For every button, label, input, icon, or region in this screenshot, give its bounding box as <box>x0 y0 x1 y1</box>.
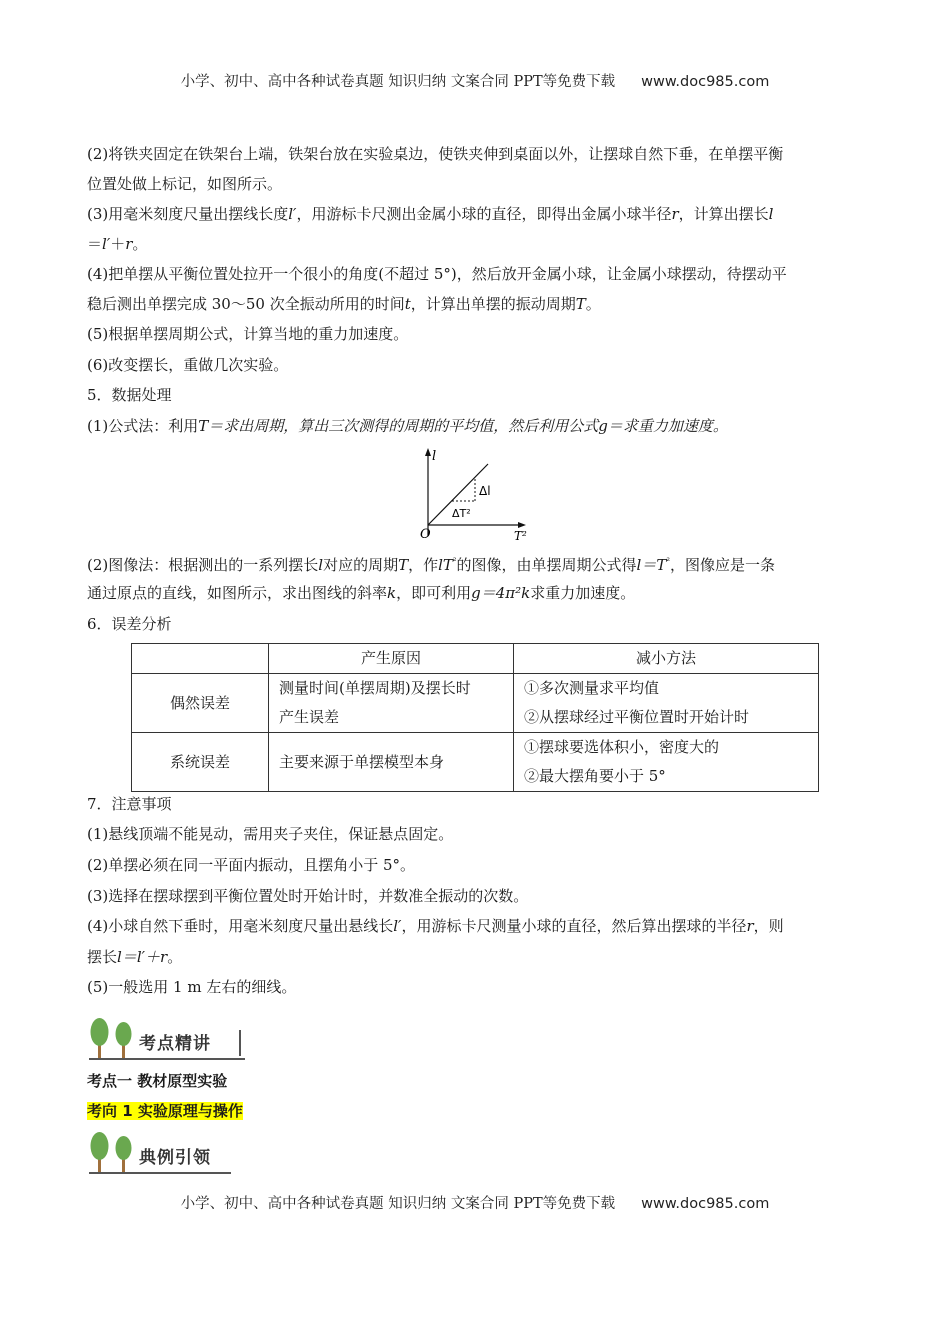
kaodian-1: 考点一 教材原型实验 <box>87 1072 228 1090</box>
note-4-line-1 <box>87 911 867 941</box>
text: ，则 <box>753 917 784 935</box>
page-header <box>0 70 950 91</box>
kaoxiang-1 <box>87 1096 867 1126</box>
step-3-line-1 <box>87 199 867 229</box>
text: ＋ <box>110 235 126 253</box>
step-5: (5)根据单摆周期公式，计算当地的重力加速度。 <box>87 325 409 343</box>
header-text: 小学、初中、高中各种试卷真题 知识归纳 文案合同 PPT等免费下载 <box>180 74 616 90</box>
tree-icon <box>89 1016 139 1060</box>
y-label: l <box>432 449 437 464</box>
text: ，用游标卡尺测出金属小球的直径，即得出金属小球半径 <box>296 205 672 223</box>
step-6: (6)改变摆长，重做几次实验。 <box>87 356 289 374</box>
table-cell: 系统误差 <box>132 733 269 792</box>
text: 稳后测出单摆完成 30～50 次全振动所用的时间 <box>87 295 405 313</box>
step-4-line-1: (4)把单摆从平衡位置处拉开一个很小的角度(不超过 5°)，然后放开金属小球，让金属小球摆动，待摆动平 <box>87 265 787 283</box>
text: ，计算出单摆的振动周期 <box>410 295 576 313</box>
text: ＝ <box>87 235 103 253</box>
banner-dianli-yinling <box>89 1130 239 1174</box>
delta-l-label: Δl <box>479 484 491 498</box>
text: ，图像应是一条 <box>669 556 775 574</box>
origin-label: O <box>420 527 431 542</box>
sup: ² <box>666 557 670 567</box>
text-italic: T＝求出周期，算出三次测得的周期的平均值，然后利用公式g＝求重力加速度。 <box>198 417 728 435</box>
var: r <box>671 205 679 223</box>
table-row <box>132 674 819 733</box>
x-axis-arrow-icon <box>518 522 526 528</box>
note-4-line-2 <box>87 942 867 972</box>
banner-title: 典例引领 <box>139 1148 211 1168</box>
table-cell <box>514 733 819 792</box>
table-header-cell: 减小方法 <box>514 644 819 674</box>
cell-line: ①摆球要选体积小，密度大的 <box>524 738 720 756</box>
tree-icon <box>89 1130 139 1174</box>
step-4-line-2 <box>87 289 867 319</box>
delta-t2-label: ΔT² <box>452 507 471 520</box>
table-cell: 偶然误差 <box>132 674 269 733</box>
text: ，计算出摆长 <box>678 205 769 223</box>
table-header-row <box>132 644 819 674</box>
text: ，即可利用 <box>396 584 472 602</box>
note-5: (5)一般选用 1 m 左右的细线。 <box>87 978 297 996</box>
var: r <box>746 917 754 935</box>
banner-underline <box>89 1058 245 1060</box>
var: r <box>125 235 133 253</box>
text: 求重力加速度。 <box>530 584 636 602</box>
note-2: (2)单摆必须在同一平面内振动，且摆角小于 5°。 <box>87 856 416 874</box>
note-1: (1)悬线顶端不能晃动，需用夹子夹住，保证悬点固定。 <box>87 825 454 843</box>
sup: ² <box>452 557 457 567</box>
text: (4)小球自然下垂时，用毫米刻度尺量出悬线长 <box>87 917 394 935</box>
banner-title: 考点精讲 <box>139 1034 211 1054</box>
text: 摆长 <box>87 948 118 966</box>
y-axis-arrow-icon <box>425 448 431 456</box>
text: 通过原点的直线，如图所示，求出图线的斜率 <box>87 584 388 602</box>
text: (3)用毫米刻度尺量出摆线长度 <box>87 205 289 223</box>
banner-kaodian-jingjiang <box>89 1016 249 1060</box>
table-row <box>132 733 819 792</box>
text: (2)图像法：根据测出的一系列摆长 <box>87 556 319 574</box>
var: l＝T <box>636 556 667 574</box>
text: 的图像，由单摆周期公式得 <box>456 556 637 574</box>
page-footer <box>0 1192 950 1213</box>
step-2-line-1: (2)将铁夹固定在铁架台上端，铁架台放在实验桌边，使铁夹伸到桌面以外，让摆球自然下垂，在单摆平衡 <box>87 145 784 163</box>
var: lT <box>438 556 453 574</box>
text: 。 <box>132 235 148 253</box>
cell-line: ②从摆球经过平衡位置时开始计时 <box>524 708 750 726</box>
table-header-cell <box>132 644 269 674</box>
formula-method <box>87 411 867 441</box>
step-2-line-2: 位置处做上标记，如图所示。 <box>87 175 283 193</box>
text: 对应的周期 <box>323 556 399 574</box>
table-cell <box>514 674 819 733</box>
text: (1)公式法：利用 <box>87 417 199 435</box>
x-label: T² <box>514 529 527 542</box>
var: l <box>768 205 774 223</box>
var: l′ <box>102 235 111 253</box>
text: ，用游标卡尺测量小球的直径，然后算出摆球的半径 <box>401 917 747 935</box>
var: l <box>318 556 324 574</box>
cell-line: 产生误差 <box>279 708 340 726</box>
table-header-cell: 产生原因 <box>269 644 514 674</box>
header-url[interactable]: www.doc985.com <box>641 74 770 90</box>
l-t2-graph <box>418 446 538 542</box>
var: T <box>398 556 409 574</box>
cell-line: 测量时间(单摆周期)及摆长时 <box>279 679 471 697</box>
var: l＝l′＋r <box>117 948 168 966</box>
table-cell <box>269 674 514 733</box>
text: 。 <box>167 948 183 966</box>
error-analysis-table <box>131 643 819 792</box>
step-3-line-2 <box>87 229 867 259</box>
var: l′ <box>393 917 402 935</box>
footer-url[interactable]: www.doc985.com <box>641 1196 770 1212</box>
graph-method-line-1 <box>87 547 867 580</box>
banner-bar <box>239 1030 241 1056</box>
graph-method-line-2 <box>87 578 867 608</box>
table-cell: 主要来源于单摆模型本身 <box>269 733 514 792</box>
var: l′ <box>288 205 297 223</box>
var: t <box>404 295 411 313</box>
highlighted-text: 考向 1 实验原理与操作 <box>87 1102 243 1120</box>
note-3: (3)选择在摆球摆到平衡位置处时开始计时，并数准全振动的次数。 <box>87 887 529 905</box>
cell-line: ②最大摆角要小于 5° <box>524 767 666 785</box>
var: k <box>387 584 397 602</box>
data-processing-heading: 5．数据处理 <box>87 386 172 404</box>
var: T <box>575 295 586 313</box>
notes-heading: 7．注意事项 <box>87 795 172 813</box>
footer-text: 小学、初中、高中各种试卷真题 知识归纳 文案合同 PPT等免费下载 <box>180 1196 616 1212</box>
text: ，作 <box>408 556 439 574</box>
banner-underline <box>89 1172 231 1174</box>
cell-line: ①多次测量求平均值 <box>524 679 660 697</box>
error-analysis-heading: 6．误差分析 <box>87 615 172 633</box>
var: g＝4π²k <box>471 584 531 602</box>
text: 。 <box>585 295 601 313</box>
